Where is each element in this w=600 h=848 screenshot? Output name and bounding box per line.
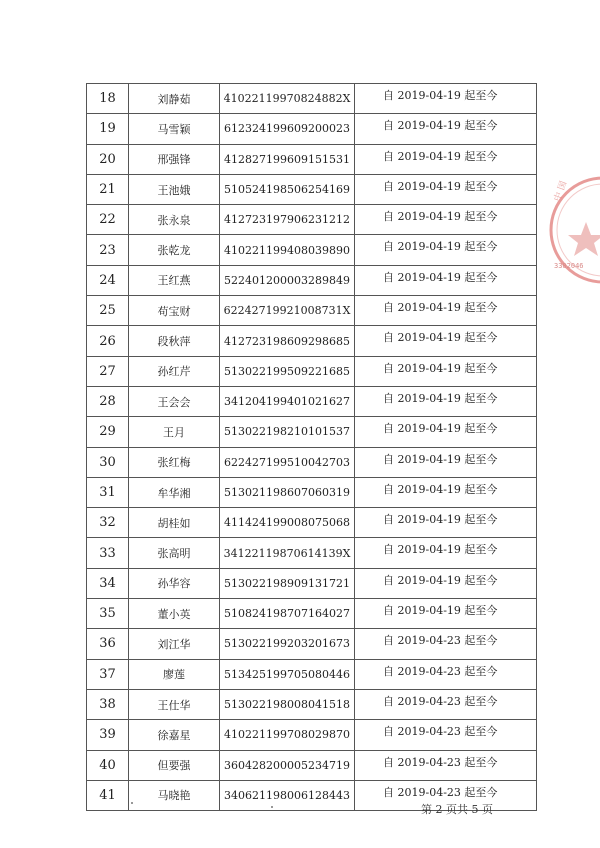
table-row bbox=[87, 568, 537, 598]
person-name: 刘江华 bbox=[129, 629, 220, 659]
coverage-period: 自 2019-04-19 起至今 bbox=[355, 326, 537, 356]
row-number: 34 bbox=[87, 568, 129, 598]
row-number: 27 bbox=[87, 356, 129, 386]
seal-star-icon bbox=[568, 222, 600, 256]
scan-speck bbox=[271, 806, 273, 808]
row-number: 29 bbox=[87, 417, 129, 447]
table-row bbox=[87, 599, 537, 629]
id-number: 412827199609151531 bbox=[220, 144, 355, 174]
id-number: 522401200003289849 bbox=[220, 265, 355, 295]
person-name: 牟华湘 bbox=[129, 477, 220, 507]
person-name: 张红梅 bbox=[129, 447, 220, 477]
coverage-period: 自 2019-04-23 起至今 bbox=[355, 659, 537, 689]
id-number: 41022119970824882X bbox=[220, 84, 355, 114]
coverage-period: 自 2019-04-19 起至今 bbox=[355, 174, 537, 204]
person-name: 孙华容 bbox=[129, 568, 220, 598]
row-number: 39 bbox=[87, 720, 129, 750]
coverage-period: 自 2019-04-19 起至今 bbox=[355, 447, 537, 477]
coverage-period: 自 2019-04-19 起至今 bbox=[355, 265, 537, 295]
table-row bbox=[87, 447, 537, 477]
page-footer: 第 2 页共 5 页 bbox=[421, 803, 493, 816]
coverage-period: 自 2019-04-19 起至今 bbox=[355, 417, 537, 447]
coverage-period: 自 2019-04-23 起至今 bbox=[355, 629, 537, 659]
person-name: 张永泉 bbox=[129, 205, 220, 235]
row-number: 41 bbox=[87, 780, 129, 810]
personnel-table bbox=[86, 83, 537, 811]
row-number: 33 bbox=[87, 538, 129, 568]
person-name: 廖莲 bbox=[129, 659, 220, 689]
row-number: 26 bbox=[87, 326, 129, 356]
person-name: 苟宝财 bbox=[129, 296, 220, 326]
person-name: 马晓艳 bbox=[129, 780, 220, 810]
id-number: 340621198006128443 bbox=[220, 780, 355, 810]
coverage-period: 自 2019-04-19 起至今 bbox=[355, 205, 537, 235]
scan-speck bbox=[131, 802, 133, 804]
person-name: 张高明 bbox=[129, 538, 220, 568]
coverage-period: 自 2019-04-19 起至今 bbox=[355, 568, 537, 598]
red-seal-stamp bbox=[548, 160, 600, 300]
table-row bbox=[87, 689, 537, 719]
person-name: 王池娥 bbox=[129, 174, 220, 204]
person-name: 邢强锋 bbox=[129, 144, 220, 174]
table-row bbox=[87, 235, 537, 265]
person-name: 董小英 bbox=[129, 599, 220, 629]
person-name: 徐嘉星 bbox=[129, 720, 220, 750]
id-number: 513022198210101537 bbox=[220, 417, 355, 447]
id-number: 622427199510042703 bbox=[220, 447, 355, 477]
coverage-period: 自 2019-04-19 起至今 bbox=[355, 144, 537, 174]
coverage-period: 自 2019-04-19 起至今 bbox=[355, 114, 537, 144]
coverage-period: 自 2019-04-23 起至今 bbox=[355, 720, 537, 750]
row-number: 21 bbox=[87, 174, 129, 204]
table-row bbox=[87, 326, 537, 356]
id-number: 341204199401021627 bbox=[220, 386, 355, 416]
table-row bbox=[87, 417, 537, 447]
coverage-period: 自 2019-04-23 起至今 bbox=[355, 780, 537, 810]
row-number: 19 bbox=[87, 114, 129, 144]
id-number: 513022199203201673 bbox=[220, 629, 355, 659]
person-name: 刘静茹 bbox=[129, 84, 220, 114]
table-row bbox=[87, 508, 537, 538]
id-number: 513022199509221685 bbox=[220, 356, 355, 386]
id-number: 510524198506254169 bbox=[220, 174, 355, 204]
table-row bbox=[87, 84, 537, 114]
seal-arc-text: 中 国 bbox=[552, 179, 570, 203]
coverage-period: 自 2019-04-19 起至今 bbox=[355, 235, 537, 265]
id-number: 412723197906231212 bbox=[220, 205, 355, 235]
row-number: 18 bbox=[87, 84, 129, 114]
id-number: 513021198607060319 bbox=[220, 477, 355, 507]
row-number: 23 bbox=[87, 235, 129, 265]
coverage-period: 自 2019-04-23 起至今 bbox=[355, 689, 537, 719]
row-number: 20 bbox=[87, 144, 129, 174]
row-number: 22 bbox=[87, 205, 129, 235]
row-number: 32 bbox=[87, 508, 129, 538]
table-row bbox=[87, 296, 537, 326]
coverage-period: 自 2019-04-19 起至今 bbox=[355, 296, 537, 326]
row-number: 35 bbox=[87, 599, 129, 629]
person-name: 胡桂如 bbox=[129, 508, 220, 538]
id-number: 410221199408039890 bbox=[220, 235, 355, 265]
row-number: 40 bbox=[87, 750, 129, 780]
table-row bbox=[87, 750, 537, 780]
table-row bbox=[87, 720, 537, 750]
row-number: 25 bbox=[87, 296, 129, 326]
id-number: 34122119870614139X bbox=[220, 538, 355, 568]
person-name: 王仕华 bbox=[129, 689, 220, 719]
id-number: 62242719921008731X bbox=[220, 296, 355, 326]
person-name: 孙红芹 bbox=[129, 356, 220, 386]
table-row bbox=[87, 114, 537, 144]
row-number: 38 bbox=[87, 689, 129, 719]
id-number: 510824198707164027 bbox=[220, 599, 355, 629]
table-row bbox=[87, 477, 537, 507]
table-row bbox=[87, 386, 537, 416]
row-number: 30 bbox=[87, 447, 129, 477]
table-row bbox=[87, 629, 537, 659]
coverage-period: 自 2019-04-19 起至今 bbox=[355, 386, 537, 416]
table-row bbox=[87, 174, 537, 204]
person-name: 王红燕 bbox=[129, 265, 220, 295]
table-row bbox=[87, 659, 537, 689]
coverage-period: 自 2019-04-19 起至今 bbox=[355, 477, 537, 507]
table-body bbox=[87, 84, 537, 811]
id-number: 410221199708029870 bbox=[220, 720, 355, 750]
coverage-period: 自 2019-04-19 起至今 bbox=[355, 599, 537, 629]
person-name: 段秋萍 bbox=[129, 326, 220, 356]
row-number: 28 bbox=[87, 386, 129, 416]
seal-number: 3302046 bbox=[554, 262, 584, 270]
coverage-period: 自 2019-04-19 起至今 bbox=[355, 84, 537, 114]
coverage-period: 自 2019-04-19 起至今 bbox=[355, 538, 537, 568]
person-name: 王会会 bbox=[129, 386, 220, 416]
id-number: 513022198909131721 bbox=[220, 568, 355, 598]
person-name: 马雪颖 bbox=[129, 114, 220, 144]
coverage-period: 自 2019-04-23 起至今 bbox=[355, 750, 537, 780]
person-name: 王月 bbox=[129, 417, 220, 447]
coverage-period: 自 2019-04-19 起至今 bbox=[355, 356, 537, 386]
id-number: 411424199008075068 bbox=[220, 508, 355, 538]
id-number: 513425199705080446 bbox=[220, 659, 355, 689]
table-row bbox=[87, 265, 537, 295]
person-name: 但要强 bbox=[129, 750, 220, 780]
id-number: 513022198008041518 bbox=[220, 689, 355, 719]
row-number: 24 bbox=[87, 265, 129, 295]
table-row bbox=[87, 538, 537, 568]
table-row bbox=[87, 205, 537, 235]
row-number: 37 bbox=[87, 659, 129, 689]
person-name: 张乾龙 bbox=[129, 235, 220, 265]
id-number: 612324199609200023 bbox=[220, 114, 355, 144]
row-number: 31 bbox=[87, 477, 129, 507]
coverage-period: 自 2019-04-19 起至今 bbox=[355, 508, 537, 538]
row-number: 36 bbox=[87, 629, 129, 659]
id-number: 412723198609298685 bbox=[220, 326, 355, 356]
table-row bbox=[87, 356, 537, 386]
table-row bbox=[87, 144, 537, 174]
id-number: 360428200005234719 bbox=[220, 750, 355, 780]
